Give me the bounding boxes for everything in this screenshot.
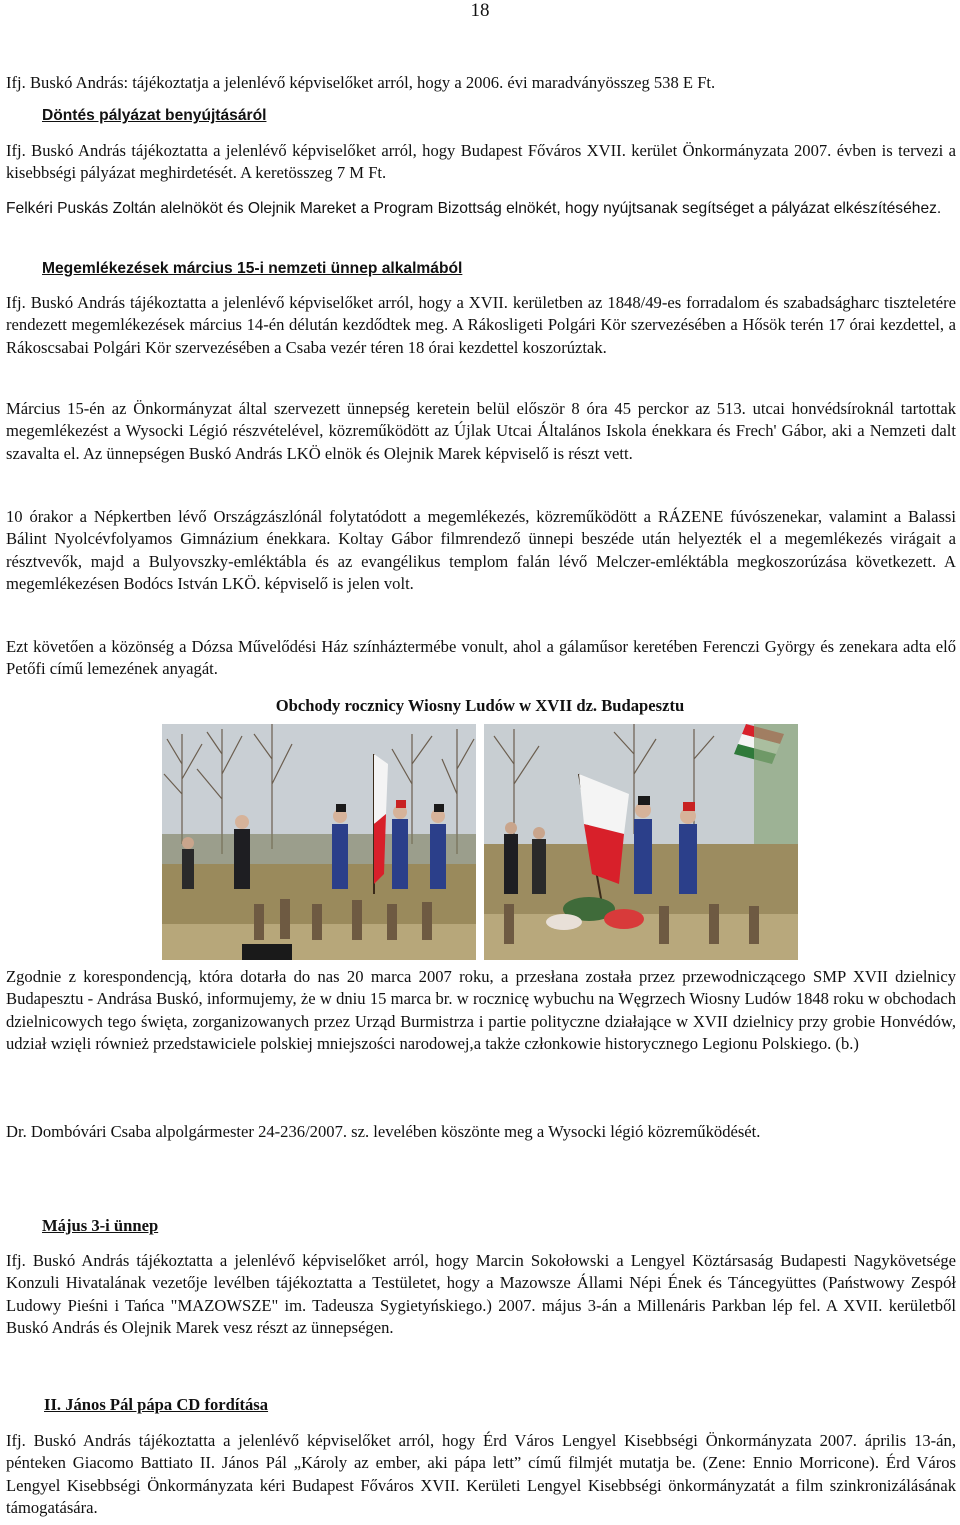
- heading-tender-decision: Döntés pályázat benyújtásáról: [42, 107, 267, 124]
- paragraph-remainder-amount: Ifj. Buskó András: tájékoztatja a jelenlévő képviselőket arról, hogy a 2006. évi maradványösszeg 538 E Ft.: [6, 73, 716, 92]
- paragraph-march-14-events: Ifj. Buskó András tájékoztatta a jelenlévő képviselőket arról, hogy a XVII. kerületben az 1848/49-es forradalom és szabadságharc tiszteletére rendezett megemlékezések március 14-én délután kezdődtek meg. A Rákosligeti Polgári Kör szervezésében a Hősök terén 17 órai kezdettel, a Rákoscsabai Polgári Kör szervezésében a Csaba vezér téren 18 órai kezdettel koszorúztak.: [6, 293, 956, 357]
- page-number: 18: [470, 0, 490, 21]
- paragraph-deputy-mayor-thanks: Dr. Dombóvári Csaba alpolgármester 24-236/2007. sz. levelében köszönte meg a Wysocki légió közreműködését.: [6, 1122, 761, 1141]
- ceremony-photo-right: [484, 724, 798, 960]
- photo-caption: Obchody rocznicy Wiosny Ludów w XVII dz. Budapesztu: [275, 696, 685, 715]
- paragraph-tender-info: Ifj. Buskó András tájékoztatta a jelenlévő képviselőket arról, hogy Budapest Főváros XVII. kerület Önkormányzata 2007. évben is tervezi a kisebbségi pályázat meghirdetését. A keretösszeg 7 M Ft.: [6, 141, 956, 183]
- paragraph-gala-concert: Ezt követően a közönség a Dózsa Művelődési Ház színháztermébe vonult, ahol a gálaműsor keretében Ferenczi György és zenekara adta elő Petőfi című lemezének anyagát.: [6, 637, 956, 679]
- paragraph-march-15-morning: Március 15-én az Önkormányzat által szervezett ünnepség keretein belül először 8 óra 45 perckor az 513. utcai honvédsíroknál tartottak megemlékezést a Wysocki Légió részvételével, közreműködött az Újlak Utcai Általános Iskola énekkara és Frech' Gábor, aki a Nemzeti dalt szavalta el. Az ünnepségen Buskó András LKÖ elnök és Olejnik Marek képviselő is részt vett.: [6, 399, 956, 463]
- heading-march-15: Megemlékezések március 15-i nemzeti ünnep alkalmából: [42, 260, 463, 277]
- paragraph-tender-request: Felkéri Puskás Zoltán alelnököt és Olejnik Mareket a Program Bizottság elnökét, hogy nyújtsanak segítséget a pályázat elkészítéséhez.: [6, 200, 942, 217]
- heading-pope-cd: II. János Pál pápa CD fordítása: [44, 1395, 269, 1414]
- paragraph-mazowsze: Ifj. Buskó András tájékoztatta a jelenlévő képviselőket arról, hogy Marcin Sokołowski a Lengyel Köztársaság Budapesti Nagykövetsége Konzuli Hivatalának vezetője levélben tájékoztatta a Testületet, hogy a Mazowsze Állami Népi Ének és Táncegyüttes (Państwowy Zespół Ludowy Pieśni i Tańca "MAZOWSZE" im. Tadeusza Sygietyńskiego.) 2007. május 3-án a Millenáris Parkban lép fel. A XVII. kerületből Buskó András és Olejnik Marek vesz részt az ünnepségen.: [6, 1251, 956, 1338]
- paragraph-pope-film: Ifj. Buskó András tájékoztatta a jelenlévő képviselőket arról, hogy Érd Város Lengyel Kisebbségi Önkormányzata 2007. április 13-án, pénteken Giacomo Battiato II. János Pál „Károly az ember, aki pápa lett” című filmjét mutatja be. (Zene: Ennio Morricone). Érd Város Lengyel Kisebbségi Önkormányzata kéri Budapest Főváros XVII. Kerületi Lengyel Kisebbségi önkormányzatát a film szinkronizálásának támogatására.: [6, 1431, 956, 1518]
- paragraph-polish-correspondence: Zgodnie z korespondencją, która dotarła do nas 20 marca 2007 roku, a przesłana została przez przewodniczącego SMP XVII dzielnicy Budapesztu - Andrása Buskó, informujemy, że w dniu 15 marca br. w rocznicę wybuchu na Węgrzech Wiosny Ludów 1848 roku w obchodach dzielnicowych tego święta, zorganizowanych przez Urząd Burmistrza i partie polityczne działające w XVII dzielnicy przy grobie Honvédów, udział wzięli również przedstawiciele polskiej mniejszości narodowej,a także członkowie historycznego Legionu Polskiego. (b.): [6, 967, 956, 1054]
- ceremony-photo-left: [162, 724, 476, 960]
- paragraph-nepkert-ceremony: 10 órakor a Népkertben lévő Országzászlónál folytatódott a megemlékezés, közreműködött a RÁZENE fúvószenekar, valamint a Balassi Bálint Nyolcévfolyamos Gimnázium énekkara. Koltay Gábor filmrendező ünnepi beszéde után helyezték el a megemlékezés virágait a résztvevők, majd a Bulyovszky-emléktábla és az evangélikus templom falán lévő Melczer-emléktábla megkoszorúzása következett. A megemlékezésen Bodócs István LKÖ. képviselő is jelen volt.: [6, 507, 956, 594]
- heading-may-3: Május 3-i ünnep: [42, 1216, 159, 1235]
